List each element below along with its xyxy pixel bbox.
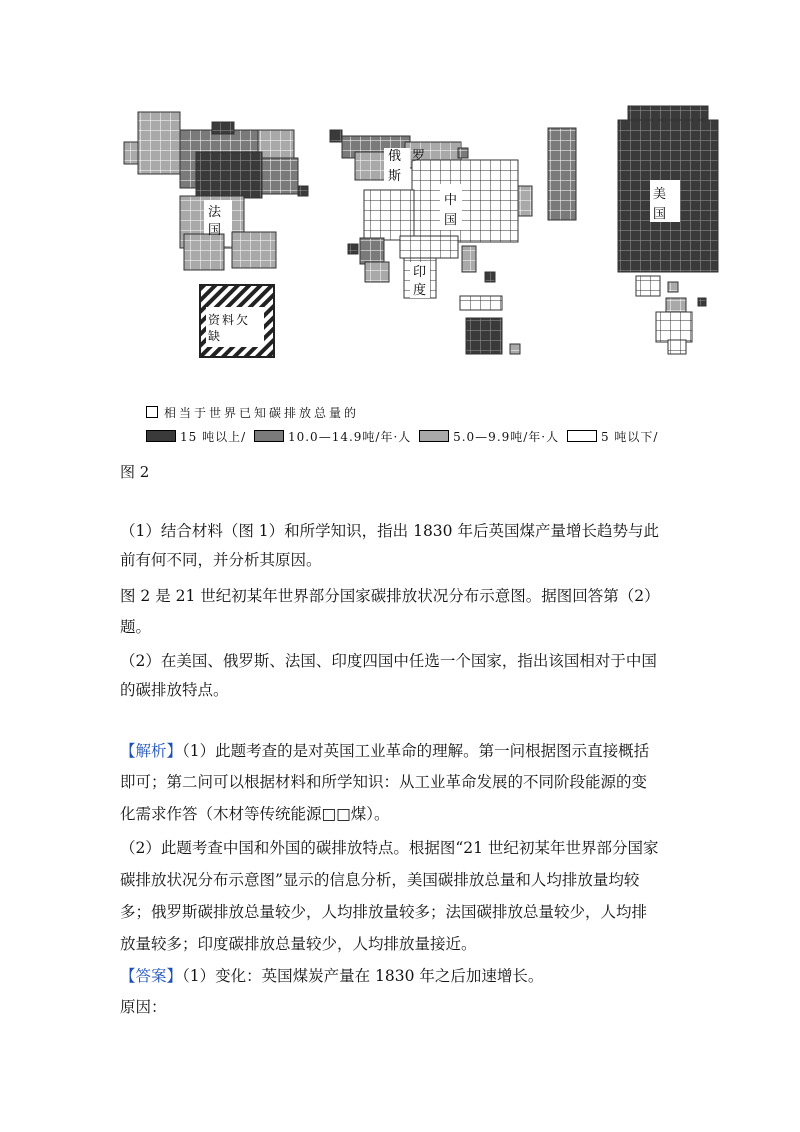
legend-swatch-level1 <box>146 430 176 442</box>
legend-swatch-level4 <box>567 430 597 442</box>
analysis-line-2: 即可；第二问可以根据材料和所学知识：从工业革命发展的不同阶段能源的变 <box>120 773 648 791</box>
no-data-label-1: 资 <box>208 313 221 327</box>
analysis-line-1 <box>120 737 690 766</box>
analysis-text-1: （1）此题考查的是对英国工业革命的理解。第一问根据图示直接概括 <box>182 742 650 760</box>
russia-label-3: 斯 <box>388 169 402 184</box>
analysis-line-6: 多；俄罗斯碳排放总量较少，人均排放量较多；法国碳排放总量较少，人均排 <box>120 903 648 921</box>
legend-item-3: 5.0—9.9吨/年·人 <box>453 430 560 444</box>
intro-line-2: 题。 <box>120 618 152 636</box>
no-data-label-2: 料 <box>222 313 235 327</box>
q2-line-2: 的碳排放特点。 <box>120 681 229 699</box>
usa-label-2: 国 <box>653 207 667 222</box>
usa-region <box>618 106 718 354</box>
answer-line-2: 原因： <box>120 998 167 1016</box>
china-label-1: 中 <box>444 193 458 208</box>
india-label-1: 印 <box>413 265 427 280</box>
legend-swatch-level3 <box>419 430 449 442</box>
analysis-line-4: （2）此题考查中国和外国的碳排放特点。根据图“21 世纪初某年世界部分国家 <box>120 839 659 857</box>
legend <box>146 428 662 445</box>
analysis-tag: 【解析】 <box>120 742 183 760</box>
carbon-emission-cartogram <box>0 0 800 400</box>
legend-title <box>146 404 359 421</box>
q1-line-2: 前有何不同，并分析其原因。 <box>120 551 322 569</box>
answer-text-1: （1）变化：英国煤炭产量在 1830 年之后加速增长。 <box>182 967 544 985</box>
asia-region <box>330 128 576 354</box>
analysis-line-5: 碳排放状况分布示意图”显示的信息分析，美国碳排放总量和人均排放量均较 <box>120 871 640 889</box>
russia-label-1: 俄 <box>388 149 402 164</box>
legend-item-1: 15 吨以上/ <box>180 430 247 444</box>
answer-tag: 【答案】 <box>120 967 183 985</box>
figure-caption: 图 2 <box>120 463 150 481</box>
legend-unit-square-icon <box>146 406 158 418</box>
analysis-line-3: 化需求作答（木材等传统能源□□煤）。 <box>120 805 390 823</box>
analysis-line-7: 放量较多；印度碳排放总量较少，人均排放量接近。 <box>120 935 477 953</box>
usa-label-1: 美 <box>653 187 667 202</box>
q1-line-1: （1）结合材料（图 1）和所学知识，指出 1830 年后英国煤产量增长趋势与此 <box>120 522 659 540</box>
no-data-label-3: 欠 <box>236 313 249 327</box>
russia-label-2: 罗 <box>412 149 426 164</box>
answer-line-1 <box>120 962 690 991</box>
legend-title-text: 相当于世界已知碳排放总量的 <box>164 406 360 420</box>
no-data-box <box>200 285 274 357</box>
legend-item-2: 10.0—14.9吨/年·人 <box>287 430 412 444</box>
france-label-2: 国 <box>208 223 222 238</box>
no-data-label-4: 缺 <box>208 329 221 343</box>
india-label-2: 度 <box>413 283 427 298</box>
europe-region <box>124 112 308 270</box>
legend-item-4: 5 吨以下/ <box>600 430 659 444</box>
q2-line-1: （2）在美国、俄罗斯、法国、印度四国中任选一个国家，指出该国相对于中国 <box>120 652 657 670</box>
france-label-1: 法 <box>208 205 222 220</box>
intro-line-1: 图 2 是 21 世纪初某年世界部分国家碳排放状况分布示意图。据图回答第（2） <box>120 587 660 605</box>
china-label-2: 国 <box>444 213 458 228</box>
legend-swatch-level2 <box>254 430 284 442</box>
